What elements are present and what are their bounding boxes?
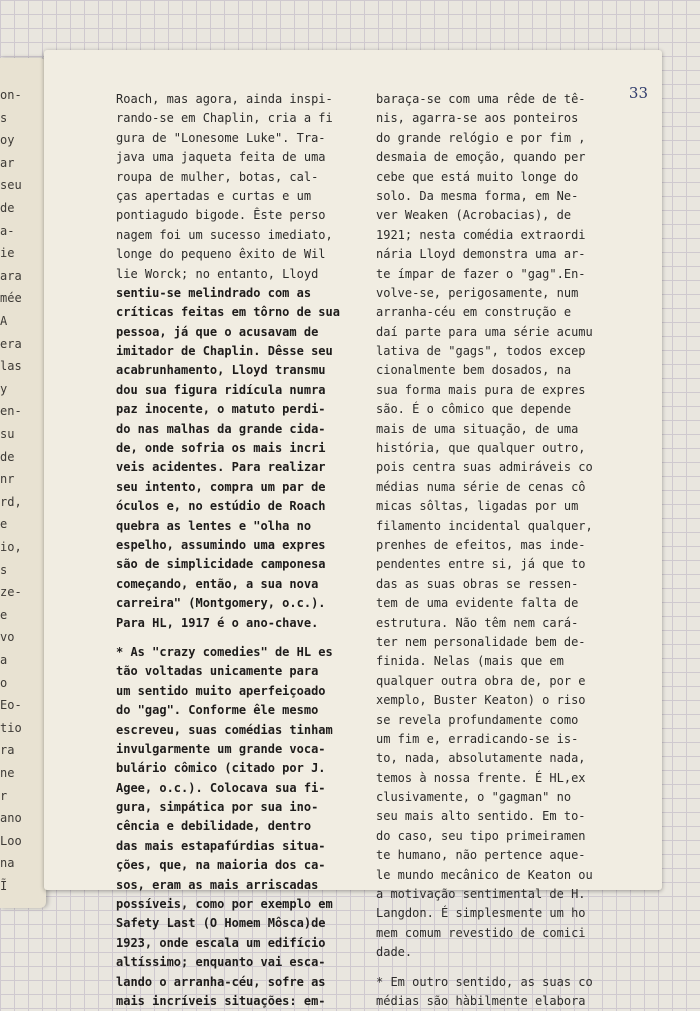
text-line: nária Lloyd demonstra uma ar- — [376, 247, 586, 262]
text-line: solo. Da mesma forma, em Ne- — [376, 188, 579, 203]
left-page-text-fragment: su — [0, 427, 15, 441]
left-page-text-fragment: ara — [0, 268, 22, 283]
left-page-text-fragment: s — [0, 562, 8, 577]
text-line: do nas malhas da grande cida- — [116, 421, 326, 436]
text-line: cência e debilidade, dentro — [116, 819, 312, 834]
left-page-text-fragment: ar — [0, 155, 15, 170]
text-line: estrutura. Não têm nem cará- — [376, 615, 579, 630]
text-line: arranha-céu em construção e — [376, 305, 572, 320]
left-page-text-fragment: r — [0, 788, 8, 803]
text-line: * As "crazy comedies" de HL es — [116, 644, 333, 659]
text-line: paz inocente, o matuto perdi- — [116, 402, 326, 417]
text-line: ções, que, na maioria dos ca- — [116, 858, 326, 873]
text-line: se revela profundamente como — [376, 712, 579, 727]
text-line: qualquer outra obra de, por e — [376, 673, 586, 688]
text-line: mem comum revestido de comici — [376, 925, 586, 940]
text-line: médias são hàbilmente elabora — [376, 993, 586, 1008]
text-line: volve-se, perigosamente, num — [376, 285, 579, 300]
text-line: do "gag". Conforme êle mesmo — [116, 703, 319, 718]
text-line: médias numa série de cenas cô — [376, 479, 586, 494]
text-line: cionalmente bem dosados, na — [376, 363, 572, 378]
left-page-text-fragment: ze- — [0, 585, 22, 600]
text-line: sua forma mais pura de expres — [376, 382, 586, 397]
text-line: nis, agarra-se aos ponteiros — [376, 111, 579, 126]
left-page-text-fragment: nr — [0, 472, 15, 487]
text-line: ter nem personalidade bem de- — [376, 634, 586, 649]
text-line: java uma jaqueta feita de uma — [116, 150, 326, 165]
text-line: gura de "Lonesome Luke". Tra- — [116, 130, 326, 145]
text-line: lie Worck; no entanto, Lloyd — [116, 266, 319, 281]
text-line: prenhes de efeitos, mas inde- — [376, 537, 586, 552]
text-line: Agee, o.c.). Colocava sua fi- — [116, 780, 326, 795]
text-line: das mais estapafúrdias situa- — [116, 838, 326, 853]
text-line: Safety Last (O Homem Môsca)de — [116, 916, 326, 931]
text-line: das as suas obras se ressen- — [376, 576, 579, 591]
text-line: lativa de "gags", todos excep — [376, 344, 586, 359]
left-page-text-fragment: a- — [0, 223, 15, 238]
text-line: a motivação sentimental de H. — [376, 887, 586, 902]
left-page-text-fragment: mée — [0, 291, 22, 306]
text-line: desmaia de emoção, quando per — [376, 150, 586, 165]
left-page-text-fragment: s — [0, 110, 8, 125]
text-line: ver Weaken (Acrobacias), de — [376, 208, 572, 223]
left-page-text-fragment: tio — [0, 720, 22, 735]
left-page-text-fragment: era — [0, 336, 22, 351]
text-line: um fim e, erradicando-se is- — [376, 731, 579, 746]
left-page-text-fragment: o — [0, 675, 8, 690]
text-line: Roach, mas agora, ainda inspi- — [116, 92, 333, 106]
text-line: nagem foi um sucesso imediato, — [116, 227, 333, 242]
text-line: começando, então, a sua nova — [116, 576, 319, 591]
text-line: de, onde sofria os mais incri — [116, 441, 326, 456]
left-page-text-fragment: las — [0, 359, 22, 374]
left-page-text-fragment: e — [0, 607, 8, 622]
text-line: cebe que está muito longe do — [376, 169, 579, 184]
text-line: clusivamente, o "gagman" no — [376, 790, 572, 805]
text-line: Para HL, 1917 é o ano-chave. — [116, 615, 319, 630]
text-line: sentiu-se melindrado com as — [116, 285, 312, 300]
left-page-text-fragment: seu — [0, 178, 22, 193]
left-page-text-fragment: rd, — [0, 494, 22, 509]
text-line: possíveis, como por exemplo em — [116, 897, 333, 912]
text-line: finida. Nelas (mais que em — [376, 654, 564, 669]
text-line: le mundo mecânico de Keaton ou — [376, 867, 593, 882]
text-line: filamento incidental qualquer, — [376, 518, 593, 533]
text-line: carreira" (Montgomery, o.c.). — [116, 596, 326, 611]
text-line: são de simplicidade camponesa — [116, 557, 326, 572]
left-page-text-fragment: ano — [0, 811, 22, 826]
text-line: escreveu, suas comédias tinham — [116, 722, 333, 737]
text-line: longe do pequeno êxito de Wil — [116, 247, 326, 262]
text-line: te ímpar de fazer o "gag".En- — [376, 266, 586, 281]
left-page-text-fragment: y — [0, 381, 8, 396]
text-column-right — [376, 90, 644, 1011]
text-line: baraça-se com uma rêde de tê- — [376, 92, 586, 106]
text-line: história, que qualquer outro, — [376, 441, 586, 456]
text-line: tão voltadas unicamente para — [116, 664, 319, 679]
paragraph-gap — [116, 633, 384, 643]
left-page-text-fragment: ie — [0, 246, 15, 261]
text-line: um sentido muito aperfeiçoado — [116, 683, 326, 698]
text-line: acabrunhamento, Lloyd transmu — [116, 363, 326, 378]
text-line: 1923, onde escala um edifício — [116, 935, 326, 950]
text-line: Langdon. É simplesmente um ho — [376, 906, 586, 921]
text-line: bulário cômico (citado por J. — [116, 761, 326, 776]
text-line: mais incríveis situações: em- — [116, 993, 326, 1008]
text-line: são. É o cômico que depende — [376, 402, 572, 417]
text-line: espelho, assumindo uma expres — [116, 537, 326, 552]
left-page-text-fragment: vo — [0, 630, 15, 645]
text-line: veis acidentes. Para realizar — [116, 460, 326, 475]
text-line: pontiagudo bigode. Êste perso — [116, 208, 326, 223]
text-line: gura, simpática por sua ino- — [116, 800, 319, 815]
text-line: dou sua figura ridícula numra — [116, 382, 326, 397]
left-page-text-fragment: Loo — [0, 833, 22, 848]
text-line: críticas feitas em tôrno de sua — [116, 305, 340, 320]
text-line: pendentes entre si, já que to — [376, 557, 586, 572]
text-line: imitador de Chaplin. Dêsse seu — [116, 344, 333, 359]
left-page-text-fragment: de — [0, 449, 15, 464]
left-page-text-fragment: on- — [0, 88, 22, 102]
document-page — [44, 50, 662, 1008]
text-line: lando o arranha-céu, sofre as — [116, 974, 326, 989]
text-line: do grande relógio e por fim , — [376, 130, 586, 145]
text-line: rando-se em Chaplin, cria a fi — [116, 111, 333, 126]
text-line: roupa de mulher, botas, cal- — [116, 169, 319, 184]
text-line: xemplo, Buster Keaton) o riso — [376, 693, 586, 708]
text-line: to, nada, absolutamente nada, — [376, 751, 586, 766]
left-page-text-fragment: a — [0, 653, 8, 667]
text-line: temos à nossa frente. É HL,ex — [376, 770, 586, 785]
left-page-text-fragment: Ĩ — [0, 879, 8, 893]
text-line: tem de uma evidente falta de — [376, 596, 579, 611]
text-line: sos, eram as mais arriscadas — [116, 877, 319, 892]
left-page-text-fragment: io, — [0, 540, 22, 554]
left-page-text-fragment: en- — [0, 404, 22, 419]
text-line: * Em outro sentido, as suas co — [376, 974, 593, 989]
text-line: micas sôltas, ligadas por um — [376, 499, 579, 514]
left-page-text-fragment: oy — [0, 133, 15, 148]
text-line: quebra as lentes e "olha no — [116, 518, 312, 533]
paragraph-gap — [376, 963, 644, 973]
left-page-edge — [0, 58, 46, 908]
text-column-left — [116, 90, 384, 1011]
text-line: te humano, não pertence aque- — [376, 848, 586, 863]
text-line: óculos e, no estúdio de Roach — [116, 499, 326, 514]
text-line: altíssimo; enquanto vai esca- — [116, 955, 326, 970]
text-line: pois centra suas admiráveis co — [376, 460, 593, 475]
text-line: mais de uma situação, de uma — [376, 421, 579, 436]
text-line: 1921; nesta comédia extraordi — [376, 227, 586, 242]
left-page-text-fragment: Eo- — [0, 698, 22, 713]
left-page-text-fragment: na — [0, 856, 15, 871]
text-line: ças apertadas e curtas e um — [116, 188, 312, 203]
left-page-text-fragment: de — [0, 201, 15, 215]
left-page-text-fragment: e — [0, 517, 8, 532]
left-page-text-fragment: ne — [0, 766, 15, 780]
text-line: seu intento, compra um par de — [116, 479, 326, 494]
page-number: 33 — [628, 84, 648, 102]
text-line: dade. — [376, 945, 413, 960]
text-line: daí parte para uma série acumu — [376, 324, 593, 339]
text-line: seu mais alto sentido. Em to- — [376, 809, 586, 824]
text-line: pessoa, já que o acusavam de — [116, 324, 319, 339]
left-page-text-fragment: A — [0, 314, 8, 328]
left-page-text-fragment: ra — [0, 743, 15, 758]
text-line: do caso, seu tipo primeiramen — [376, 828, 586, 843]
text-line: invulgarmente um grande voca- — [116, 741, 326, 756]
